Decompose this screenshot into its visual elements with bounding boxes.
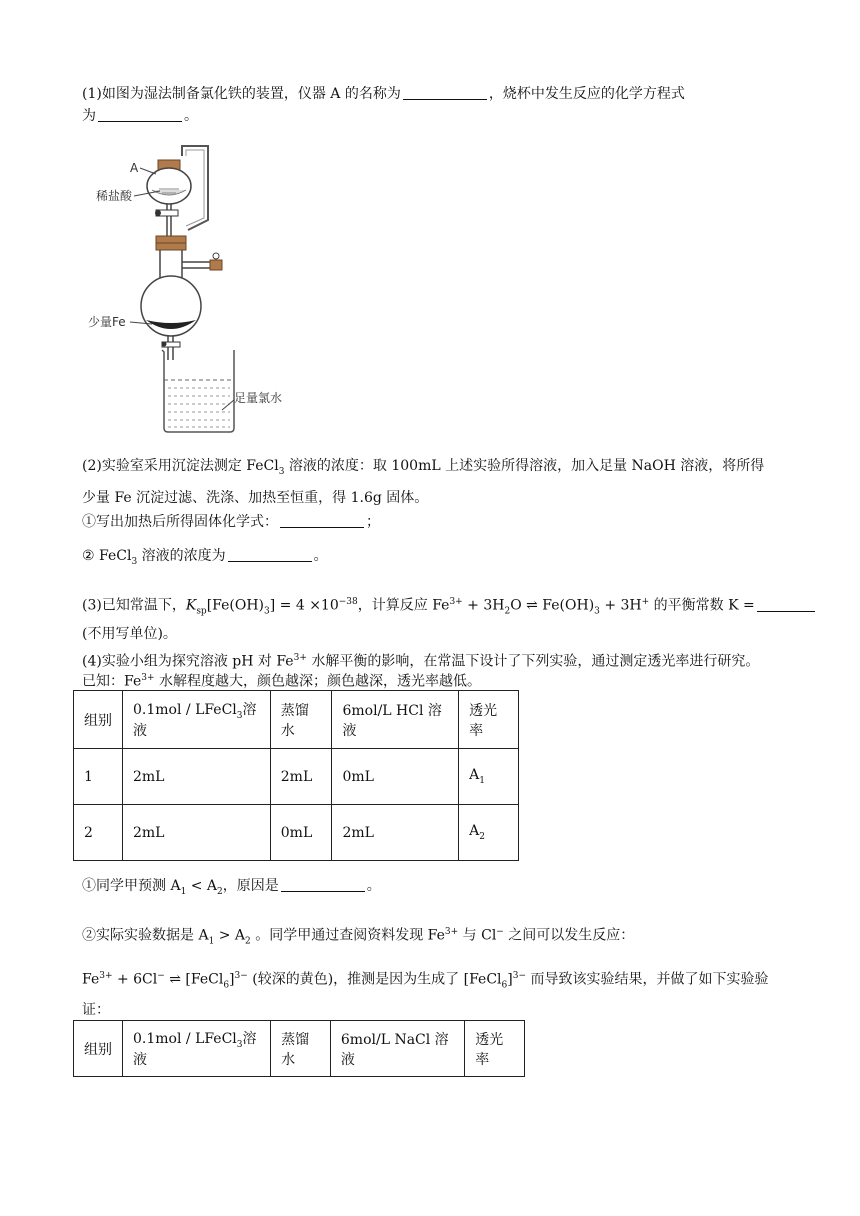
q2-item2: [82, 546, 328, 572]
eq-sup: 3+: [99, 971, 113, 981]
q4-equation-line: [82, 966, 768, 995]
q3-exp: −38: [338, 597, 358, 607]
cell-sub: 2: [479, 831, 485, 842]
i1-a: ①同学甲预测 A: [82, 878, 181, 894]
header-sub: 3: [236, 710, 243, 721]
q3-start: (3)已知常温下，: [82, 597, 186, 614]
q4-line2-sup: 3+: [141, 673, 155, 683]
q3-mid: ，计算反应 Fe: [357, 597, 450, 614]
q3-expr-end: ] = 4 ×10: [269, 597, 339, 614]
eq-b: + 6Cl: [112, 971, 158, 988]
q4-line1-b: 水解平衡的影响，在常温下设计了下列实验，通过测定透光率进行研究。: [306, 653, 760, 670]
answer-blank[interactable]: [281, 877, 365, 892]
q3-mid4: + 3H: [599, 597, 642, 614]
q2-text-b: 溶液的浓度：取 100mL 上述实验所得溶液，加入足量 NaOH 溶液，将所得: [284, 458, 765, 474]
eq-e: (较深的黄色)，推测是因为生成了 [FeCl: [247, 971, 502, 988]
answer-blank[interactable]: [228, 547, 312, 562]
answer-blank[interactable]: [98, 107, 182, 122]
q2-item1: [82, 512, 380, 532]
q3-h-sup: +: [641, 597, 650, 607]
eq-sup4: 3−: [512, 971, 526, 981]
q4-line1-a: (4)实验小组为探究溶液 pH 对 Fe: [82, 653, 294, 670]
q1-text: (1)如图为湿法制备氯化铁的装置，仪器 A 的名称为: [82, 86, 401, 102]
table-cell: [459, 749, 519, 805]
i2-e: 之间可以发生反应：: [503, 927, 635, 944]
cell-sub: 1: [479, 775, 485, 786]
table-cell: 0mL: [332, 749, 459, 805]
q3-ksub: sp: [196, 606, 207, 617]
i1-s2: 2: [217, 886, 223, 897]
i2-a: ②实际实验数据是 A: [82, 927, 209, 944]
q4-item1: [82, 876, 381, 902]
q1-line2: [82, 106, 198, 126]
q4-line1-sup: 3+: [293, 653, 307, 663]
q2-sub: 3: [278, 466, 285, 477]
header-text: 溶液: [133, 1030, 257, 1069]
table-cell: 2mL: [332, 805, 459, 861]
eq-c: ⇌ [FeCl: [164, 971, 224, 988]
i2-sup: 3+: [444, 927, 459, 937]
i2-s1: 1: [208, 936, 215, 947]
header-text: 溶液: [133, 701, 257, 740]
table-cell: 2mL: [123, 805, 271, 861]
q2-item1-end: ；: [366, 514, 380, 530]
q1-line2-end: 。: [184, 108, 198, 124]
answer-blank[interactable]: [280, 513, 364, 528]
table-cell: 0mL: [270, 805, 332, 861]
q3-k: K: [185, 597, 197, 614]
q4-line2: [82, 668, 481, 692]
cell-text: A: [469, 823, 480, 840]
q2-line2: 少量 Fe 沉淀过滤、洗涤、加热至恒重，得 1.6g 固体。: [82, 490, 429, 506]
table-header-cell: 6mol/L NaCl 溶液: [330, 1021, 464, 1077]
i2-s2: 2: [245, 936, 251, 947]
q2-item2-a: ② FeCl: [82, 548, 132, 564]
q4-line2-a: 已知：Fe: [82, 673, 142, 690]
eq-sub: 6: [223, 980, 230, 991]
i1-c: ，原因是: [222, 878, 279, 894]
q2-line1: [82, 456, 764, 482]
i1-end: 。: [366, 878, 381, 894]
q2-text-a: (2)实验室采用沉淀法测定 FeCl: [82, 458, 279, 474]
q3-expr-sub: 3: [264, 606, 270, 617]
table-cell: 2: [74, 805, 123, 861]
table-header-cell: 透光率: [465, 1021, 525, 1077]
q3-end: 的平衡常数 K =: [649, 597, 755, 614]
eq-sup2: −: [157, 971, 165, 981]
q3-oh-sub: 3: [594, 606, 600, 617]
eq-d: ]: [229, 971, 235, 988]
label-acid: 稀盐酸: [96, 189, 133, 203]
table-header-cell: 组别: [74, 691, 123, 749]
i2-sup2: −: [496, 927, 504, 937]
label-a: A: [130, 161, 139, 175]
i2-d: 与 Cl: [458, 927, 497, 944]
table-header-cell: [123, 691, 271, 749]
i2-c: 。同学甲通过查阅资料发现 Fe: [250, 927, 445, 944]
q3-fe-sup: 3+: [449, 597, 463, 607]
label-fe: 少量Fe: [88, 315, 126, 329]
i1-b: < A: [186, 878, 218, 894]
answer-blank[interactable]: [757, 597, 815, 612]
table-cell: 2mL: [123, 749, 271, 805]
q3-mid2: + 3H: [462, 597, 505, 614]
q1-line2-start: 为: [82, 108, 96, 124]
header-text: 0.1mol / LFeCl: [133, 701, 237, 718]
header-text: 0.1mol / LFeCl: [133, 1030, 237, 1047]
i2-b: > A: [214, 927, 246, 944]
q4-line2-b: 水解程度越大，颜色越深；颜色越深，透光率越低。: [154, 673, 481, 690]
table-header-cell: [123, 1021, 271, 1077]
q3-line1: [82, 592, 817, 621]
q2-item2-end: 。: [313, 548, 328, 564]
table-header-cell: 蒸馏水: [270, 691, 332, 749]
table-header-row: [74, 691, 519, 749]
table-header-cell: 6mol/L HCl 溶液: [332, 691, 459, 749]
table-header-cell: 蒸馏水: [271, 1021, 331, 1077]
eq-sub2: 6: [501, 980, 508, 991]
table-cell: 1: [74, 749, 123, 805]
experiment-table-2: [73, 1020, 525, 1077]
q2-item2-b: 溶液的浓度为: [137, 548, 226, 564]
q2-item2-sub: 3: [131, 556, 138, 567]
eq-a: Fe: [82, 971, 100, 988]
table-row: [74, 749, 519, 805]
eq-sup3: 3−: [234, 971, 248, 981]
table-cell: [459, 805, 519, 861]
eq-f: ]: [507, 971, 513, 988]
q3-line2: (不用写单位)。: [82, 626, 177, 642]
table-header-cell: 组别: [74, 1021, 123, 1077]
cell-text: A: [469, 767, 480, 784]
q2-item1-text: ①写出加热后所得固体化学式：: [82, 514, 278, 530]
apparatus-figure: [82, 138, 292, 438]
q4-item2: [82, 922, 634, 951]
header-sub: 3: [236, 1039, 243, 1050]
table-row: [74, 805, 519, 861]
table-cell: 2mL: [270, 749, 332, 805]
q1-line1: [82, 84, 685, 104]
q3-mid3: O ⇌ Fe(OH): [510, 597, 595, 614]
q3-expr: [Fe(OH): [206, 597, 265, 614]
eq-g: 而导致该实验结果，并做了如下实验验: [526, 971, 769, 988]
experiment-table-1: [73, 690, 519, 861]
table-header-cell: 透光率: [459, 691, 519, 749]
q1-text-end: ，烧杯中发生反应的化学方程式: [488, 86, 685, 102]
label-water: 足量氯水: [234, 391, 283, 405]
q4-last-line: 证：: [82, 1002, 110, 1018]
q3-h-sub: 2: [504, 606, 511, 617]
answer-blank[interactable]: [403, 85, 487, 100]
table-header-row: [74, 1021, 525, 1077]
i1-s1: 1: [180, 886, 187, 897]
